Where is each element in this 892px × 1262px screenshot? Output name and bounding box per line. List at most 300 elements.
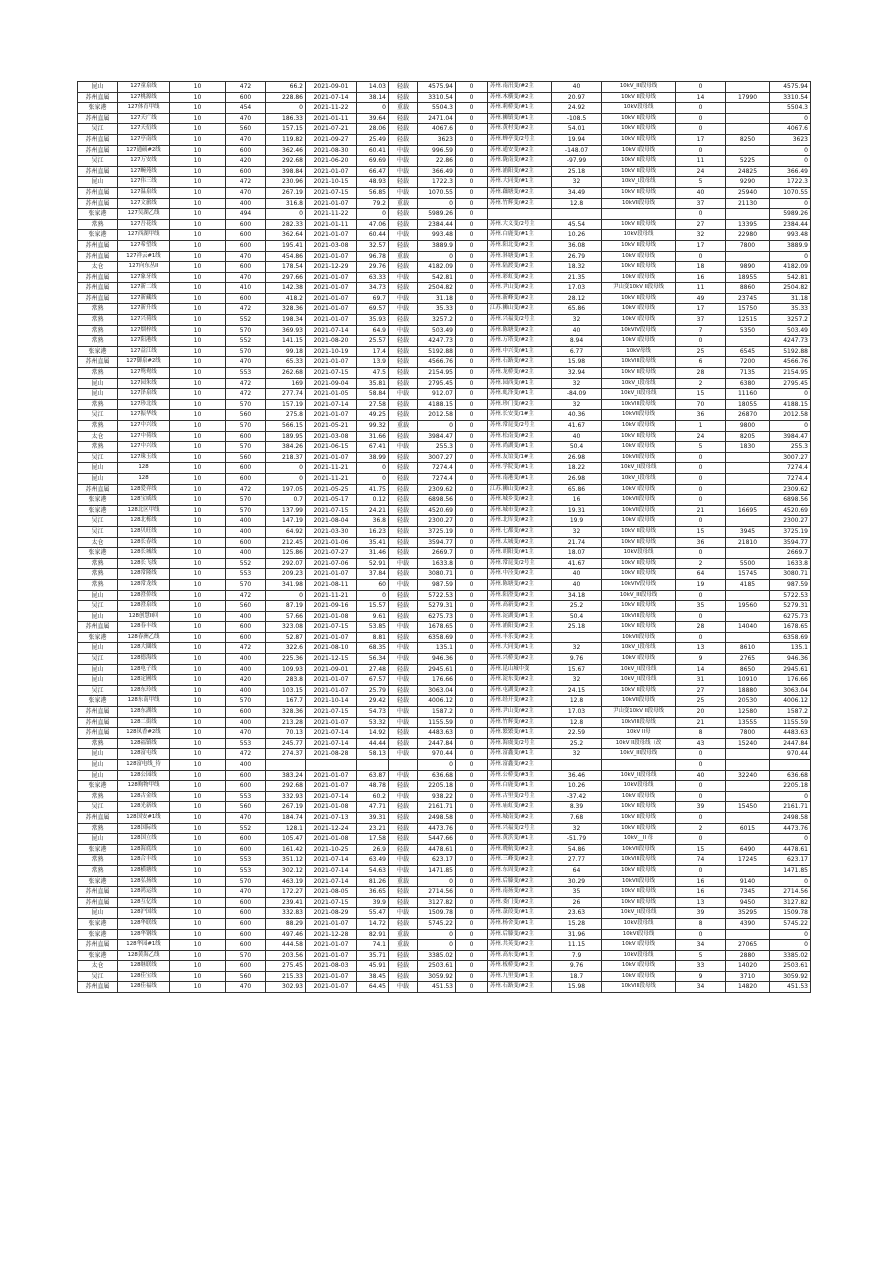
load-rate-cell: 48.93 [357, 177, 389, 188]
zero-cell: 0 [456, 516, 488, 527]
table-row [78, 378, 811, 389]
zero-cell: 0 [456, 770, 488, 781]
available-capacity-cell: 5989.26 [770, 209, 811, 220]
transformer-value-cell: 54.86 [552, 844, 602, 855]
table-row [78, 399, 811, 410]
region-cell: 苏州直属 [78, 198, 118, 209]
voltage-cell: 10 [170, 908, 226, 919]
capacity-cell [726, 336, 770, 347]
table-row [78, 145, 811, 156]
substation-cell: 苏州.古里变/2号主 [488, 791, 552, 802]
zero-cell: 0 [456, 262, 488, 273]
capacity-cell: 17245 [726, 855, 770, 866]
voltage-cell: 10 [170, 823, 226, 834]
date-cell: 2021-12-15 [306, 654, 357, 665]
substation-cell: 苏州.南汛变/#2主 [488, 82, 552, 93]
available-capacity-cell: 4478.61 [770, 844, 811, 855]
region-cell: 常熟 [78, 421, 118, 432]
line-name-cell: 128创慧II回 [118, 611, 170, 622]
voltage-cell: 10 [170, 685, 226, 696]
zero-cell: 0 [456, 717, 488, 728]
transformer-value-cell [552, 209, 602, 220]
count-cell: 0 [676, 463, 726, 474]
load-rate-cell: 25.79 [357, 685, 389, 696]
transformer-value-cell: 18.22 [552, 463, 602, 474]
line-name-cell: 128公园线 [118, 770, 170, 781]
bus-section-cell: 10kV I段母线 [602, 654, 676, 665]
zero-cell: 0 [456, 971, 488, 982]
date-cell: 2021-01-07 [306, 272, 357, 283]
remaining-capacity-cell: 3385.02 [418, 950, 456, 961]
transformer-value-cell: 25.2 [552, 601, 602, 612]
voltage-cell: 10 [170, 526, 226, 537]
remaining-capacity-cell: 5989.26 [418, 209, 456, 220]
line-name-cell: 127天衍线 [118, 124, 170, 135]
table-row [78, 675, 811, 686]
load-status-cell: 轻载 [389, 262, 418, 273]
load-rate-cell: 0 [357, 463, 389, 474]
region-cell: 苏州直属 [78, 187, 118, 198]
date-cell: 2021-01-07 [306, 230, 357, 241]
voltage-cell: 10 [170, 791, 226, 802]
voltage-cell: 10 [170, 113, 226, 124]
voltage-cell: 10 [170, 272, 226, 283]
remaining-capacity-cell: 3007.27 [418, 452, 456, 463]
line-name-cell: 127童泉线 [118, 82, 170, 93]
date-cell: 2021-01-07 [306, 452, 357, 463]
rated-capacity-cell: 470 [226, 187, 266, 198]
capacity-cell: 7135 [726, 368, 770, 379]
line-name-cell: 128佳福线 [118, 982, 170, 993]
remaining-capacity-cell: 4520.69 [418, 505, 456, 516]
transformer-value-cell: 26.98 [552, 452, 602, 463]
zero-cell: 0 [456, 812, 488, 823]
voltage-cell: 10 [170, 622, 226, 633]
current-load-cell: 52.87 [266, 632, 306, 643]
rated-capacity-cell: 600 [226, 293, 266, 304]
remaining-capacity-cell: 1633.8 [418, 558, 456, 569]
substation-cell: 苏州.尹山变/#2主 [488, 283, 552, 294]
rated-capacity-cell: 560 [226, 124, 266, 135]
remaining-capacity-cell: 3063.04 [418, 685, 456, 696]
load-status-cell: 轻载 [389, 781, 418, 792]
count-cell: 0 [676, 209, 726, 220]
capacity-cell: 7800 [726, 240, 770, 251]
substation-cell: 苏州.北厍变/#2主 [488, 516, 552, 527]
zero-cell: 0 [456, 463, 488, 474]
voltage-cell: 10 [170, 378, 226, 389]
current-load-cell: 228.86 [266, 92, 306, 103]
load-rate-cell: 69.57 [357, 304, 389, 315]
substation-cell: 苏州.中兴变/#1主 [488, 346, 552, 357]
table-row [78, 876, 811, 887]
count-cell: 31 [676, 675, 726, 686]
line-name-cell: 128沪国线 [118, 908, 170, 919]
current-load-cell: 316.8 [266, 198, 306, 209]
available-capacity-cell: 503.49 [770, 325, 811, 336]
zero-cell: 0 [456, 134, 488, 145]
load-status-cell: 中载 [389, 304, 418, 315]
zero-cell: 0 [456, 601, 488, 612]
count-cell: 7 [676, 325, 726, 336]
rated-capacity-cell: 600 [226, 707, 266, 718]
zero-cell: 0 [456, 187, 488, 198]
count-cell: 32 [676, 230, 726, 241]
remaining-capacity-cell: 22.86 [418, 156, 456, 167]
available-capacity-cell: 6898.56 [770, 495, 811, 506]
capacity-cell [726, 473, 770, 484]
table-row [78, 368, 811, 379]
count-cell: 18 [676, 262, 726, 273]
available-capacity-cell: 2161.71 [770, 802, 811, 813]
count-cell: 40 [676, 187, 726, 198]
remaining-capacity-cell: 542.81 [418, 272, 456, 283]
available-capacity-cell: 1678.65 [770, 622, 811, 633]
zero-cell: 0 [456, 643, 488, 654]
transformer-value-cell: 15.98 [552, 982, 602, 993]
load-status-cell: 轻载 [389, 495, 418, 506]
available-capacity-cell: 1587.2 [770, 707, 811, 718]
load-status-cell: 轻载 [389, 431, 418, 442]
zero-cell: 0 [456, 738, 488, 749]
table-row [78, 251, 811, 262]
count-cell: 0 [676, 611, 726, 622]
date-cell: 2021-07-15 [306, 897, 357, 908]
rated-capacity-cell: 400 [226, 611, 266, 622]
rated-capacity-cell: 552 [226, 336, 266, 347]
load-rate-cell: 60 [357, 579, 389, 590]
available-capacity-cell: 3007.27 [770, 452, 811, 463]
load-rate-cell: 26.9 [357, 844, 389, 855]
capacity-cell: 7800 [726, 728, 770, 739]
substation-cell: 苏州.陈塘变/#2主 [488, 325, 552, 336]
count-cell: 24 [676, 166, 726, 177]
count-cell: 21 [676, 717, 726, 728]
current-load-cell: 103.15 [266, 685, 306, 696]
line-name-cell: 127新升线 [118, 304, 170, 315]
load-rate-cell: 24.21 [357, 505, 389, 516]
load-rate-cell: 53.85 [357, 622, 389, 633]
line-name-cell: 128华联线 [118, 918, 170, 929]
date-cell: 2021-08-30 [306, 145, 357, 156]
region-cell: 太仓 [78, 431, 118, 442]
load-rate-cell: 45.91 [357, 961, 389, 972]
load-rate-cell: 49.25 [357, 410, 389, 421]
transformer-value-cell: 50.4 [552, 442, 602, 453]
bus-section-cell: 10kVII段母线 [602, 844, 676, 855]
transformer-value-cell: -37.42 [552, 791, 602, 802]
rated-capacity-cell: 472 [226, 389, 266, 400]
line-name-cell: 128鸿运线 [118, 887, 170, 898]
remaining-capacity-cell: 5504.3 [418, 103, 456, 114]
capacity-cell: 15750 [726, 304, 770, 315]
transformer-value-cell: 21.35 [552, 272, 602, 283]
substation-cell: 苏州.斜塘变/#1主 [488, 251, 552, 262]
voltage-cell: 10 [170, 982, 226, 993]
voltage-cell: 10 [170, 293, 226, 304]
line-name-cell: 127文旅线 [118, 198, 170, 209]
voltage-cell: 10 [170, 579, 226, 590]
table-row [78, 325, 811, 336]
substation-cell: 苏州.尹山变/#2主 [488, 707, 552, 718]
current-load-cell: 209.23 [266, 569, 306, 580]
current-load-cell: 109.93 [266, 664, 306, 675]
available-capacity-cell: 4182.09 [770, 262, 811, 273]
remaining-capacity-cell: 5745.22 [418, 918, 456, 929]
substation-cell: 苏州.高东变/#1主 [488, 950, 552, 961]
table-row [78, 590, 811, 601]
zero-cell: 0 [456, 760, 488, 771]
region-cell: 苏州直属 [78, 717, 118, 728]
current-load-cell: 322.6 [266, 643, 306, 654]
date-cell: 2021-03-30 [306, 526, 357, 537]
count-cell: 11 [676, 283, 726, 294]
load-status-cell: 轻载 [389, 315, 418, 326]
line-name-cell: 127希望线 [118, 240, 170, 251]
substation-cell: 苏州.大同变/#1主 [488, 643, 552, 654]
transformer-value-cell: 32 [552, 675, 602, 686]
table-row [78, 685, 811, 696]
substation-cell: 苏州.浦阳变/#2主 [488, 622, 552, 633]
region-cell: 张家港 [78, 209, 118, 220]
available-capacity-cell: 993.48 [770, 230, 811, 241]
load-rate-cell: 56.85 [357, 187, 389, 198]
table-row [78, 346, 811, 357]
current-load-cell: 105.47 [266, 834, 306, 845]
load-status-cell: 轻载 [389, 537, 418, 548]
rated-capacity-cell: 472 [226, 749, 266, 760]
remaining-capacity-cell: 176.66 [418, 675, 456, 686]
remaining-capacity-cell: 4575.94 [418, 82, 456, 93]
rated-capacity-cell: 600 [226, 770, 266, 781]
voltage-cell: 10 [170, 209, 226, 220]
load-rate-cell: 0 [357, 103, 389, 114]
substation-cell: 苏州.繁繁变/#1主 [488, 728, 552, 739]
current-load-cell: 398.84 [266, 166, 306, 177]
remaining-capacity-cell: 4247.73 [418, 336, 456, 347]
available-capacity-cell: 2503.61 [770, 961, 811, 972]
rated-capacity-cell: 552 [226, 823, 266, 834]
current-load-cell: 65.33 [266, 357, 306, 368]
remaining-capacity-cell: 987.59 [418, 579, 456, 590]
capacity-cell [726, 209, 770, 220]
voltage-cell: 10 [170, 950, 226, 961]
bus-section-cell: 10kV I段母线 [602, 421, 676, 432]
voltage-cell: 10 [170, 283, 226, 294]
current-load-cell: 203.56 [266, 950, 306, 961]
load-status-cell: 轻载 [389, 548, 418, 559]
bus-section-cell: 10kV_III段母线 [602, 82, 676, 93]
zero-cell: 0 [456, 622, 488, 633]
line-name-cell: 128华钢线 [118, 929, 170, 940]
date-cell: 2021-01-07 [306, 198, 357, 209]
transformer-value-cell: 8.94 [552, 336, 602, 347]
line-name-cell: 128德海线 [118, 654, 170, 665]
available-capacity-cell [770, 760, 811, 771]
zero-cell: 0 [456, 950, 488, 961]
table-row [78, 749, 811, 760]
remaining-capacity-cell: 938.22 [418, 791, 456, 802]
remaining-capacity-cell: 2205.18 [418, 781, 456, 792]
capacity-cell: 9450 [726, 897, 770, 908]
current-load-cell: 195.41 [266, 240, 306, 251]
available-capacity-cell: 3889.9 [770, 240, 811, 251]
bus-section-cell: 10kV II段母线 [602, 262, 676, 273]
bus-section-cell: 10kV_II段母线 [602, 664, 676, 675]
load-rate-cell: 39.9 [357, 897, 389, 908]
remaining-capacity-cell: 2945.61 [418, 664, 456, 675]
bus-section-cell: 10kVII段母线 [602, 876, 676, 887]
substation-cell: 苏州.竹辉变/#2主 [488, 198, 552, 209]
table-row [78, 971, 811, 982]
load-rate-cell: 96.78 [357, 251, 389, 262]
current-load-cell: 142.38 [266, 283, 306, 294]
date-cell: 2021-07-27 [306, 548, 357, 559]
transformer-value-cell: 27.77 [552, 855, 602, 866]
transformer-value-cell: 32 [552, 315, 602, 326]
substation-cell: 苏州.通安变/#2主 [488, 145, 552, 156]
bus-section-cell: 10kV_I段母线 [602, 643, 676, 654]
remaining-capacity-cell: 4182.09 [418, 262, 456, 273]
region-cell: 苏州直属 [78, 251, 118, 262]
transformer-value-cell: -97.99 [552, 156, 602, 167]
bus-section-cell: 10kV段母线 [602, 103, 676, 114]
count-cell: 6 [676, 357, 726, 368]
load-status-cell: 轻载 [389, 601, 418, 612]
voltage-cell: 10 [170, 749, 226, 760]
line-name-cell: 127兴荷线 [118, 315, 170, 326]
capacity-cell: 3945 [726, 526, 770, 537]
load-status-cell: 轻载 [389, 134, 418, 145]
zero-cell: 0 [456, 918, 488, 929]
voltage-cell: 10 [170, 844, 226, 855]
available-capacity-cell: 1471.85 [770, 865, 811, 876]
voltage-cell: 10 [170, 124, 226, 135]
rated-capacity-cell: 400 [226, 760, 266, 771]
current-load-cell: 418.2 [266, 293, 306, 304]
date-cell: 2021-05-17 [306, 495, 357, 506]
table-row [78, 336, 811, 347]
available-capacity-cell: 3063.04 [770, 685, 811, 696]
region-cell: 苏州直属 [78, 940, 118, 951]
zero-cell: 0 [456, 696, 488, 707]
region-cell: 苏州直属 [78, 283, 118, 294]
substation-cell: 苏州.城市变/#2主 [488, 505, 552, 516]
zero-cell: 0 [456, 198, 488, 209]
date-cell: 2021-07-14 [306, 325, 357, 336]
region-cell: 常熟 [78, 738, 118, 749]
transformer-value-cell: 26.79 [552, 251, 602, 262]
region-cell: 昆山 [78, 378, 118, 389]
count-cell: 0 [676, 749, 726, 760]
load-status-cell: 中载 [389, 187, 418, 198]
substation-cell: 苏州.浦阳变/#2主 [488, 166, 552, 177]
zero-cell: 0 [456, 209, 488, 220]
date-cell: 2021-01-07 [306, 940, 357, 951]
date-cell: 2021-07-15 [306, 707, 357, 718]
transformer-value-cell: 24.15 [552, 685, 602, 696]
region-cell: 苏州直属 [78, 92, 118, 103]
capacity-cell: 15745 [726, 569, 770, 580]
available-capacity-cell: 135.1 [770, 643, 811, 654]
bus-section-cell: 10kV II段母线 [602, 823, 676, 834]
capacity-cell: 14040 [726, 622, 770, 633]
date-cell: 2021-09-04 [306, 378, 357, 389]
count-cell: 0 [676, 760, 726, 771]
count-cell: 2 [676, 823, 726, 834]
count-cell: 0 [676, 865, 726, 876]
capacity-cell [726, 781, 770, 792]
transformer-value-cell: 24.92 [552, 103, 602, 114]
available-capacity-cell: 1070.55 [770, 187, 811, 198]
bus-section-cell: 10kV II段母线（改 [602, 738, 676, 749]
bus-section-cell: 10kVIII段母线 [602, 611, 676, 622]
voltage-cell: 10 [170, 654, 226, 665]
current-load-cell: 125.86 [266, 548, 306, 559]
voltage-cell: 10 [170, 781, 226, 792]
substation-cell: 苏州.海虞变/2号主 [488, 738, 552, 749]
line-name-cell: 128北栎线 [118, 516, 170, 527]
remaining-capacity-cell: 4483.63 [418, 728, 456, 739]
substation-cell: 苏州.兴桥变/#2主 [488, 654, 552, 665]
rated-capacity-cell: 570 [226, 325, 266, 336]
capacity-cell: 8205 [726, 431, 770, 442]
bus-section-cell: 10kV II段母线 [602, 166, 676, 177]
remaining-capacity-cell: 3059.92 [418, 971, 456, 982]
date-cell: 2021-10-19 [306, 346, 357, 357]
bus-section-cell: 10kV II段母线 [602, 124, 676, 135]
rated-capacity-cell: 600 [226, 463, 266, 474]
line-name-cell: 128黄海乙线 [118, 950, 170, 961]
rated-capacity-cell: 600 [226, 473, 266, 484]
capacity-cell [726, 632, 770, 643]
load-status-cell: 轻载 [389, 219, 418, 230]
count-cell: 17 [676, 240, 726, 251]
substation-cell: 苏州.木横变/#2主 [488, 92, 552, 103]
table-row [78, 887, 811, 898]
capacity-cell: 1830 [726, 442, 770, 453]
current-load-cell: 225.36 [266, 654, 306, 665]
capacity-cell [726, 791, 770, 802]
remaining-capacity-cell: 2154.95 [418, 368, 456, 379]
load-rate-cell: 16.23 [357, 526, 389, 537]
rated-capacity-cell: 472 [226, 590, 266, 601]
capacity-cell [726, 611, 770, 622]
bus-section-cell: 10kV_II段母线 [602, 389, 676, 400]
available-capacity-cell: 4483.63 [770, 728, 811, 739]
capacity-cell: 5350 [726, 325, 770, 336]
current-load-cell: 0 [266, 209, 306, 220]
capacity-cell: 14820 [726, 982, 770, 993]
table-row [78, 812, 811, 823]
voltage-cell: 10 [170, 971, 226, 982]
line-name-cell: 128国安#1线 [118, 812, 170, 823]
available-capacity-cell: 4006.12 [770, 696, 811, 707]
load-status-cell: 中载 [389, 643, 418, 654]
region-cell: 常熟 [78, 325, 118, 336]
available-capacity-cell: 3059.92 [770, 971, 811, 982]
substation-cell: 苏州.菉葭变/#1主 [488, 908, 552, 919]
voltage-cell: 10 [170, 516, 226, 527]
substation-cell: 苏州.胡阳变/#1主 [488, 548, 552, 559]
load-status-cell: 轻载 [389, 834, 418, 845]
region-cell: 常熟 [78, 315, 118, 326]
load-status-cell: 轻载 [389, 696, 418, 707]
load-status-cell: 重载 [389, 103, 418, 114]
remaining-capacity-cell: 3080.71 [418, 569, 456, 580]
load-status-cell: 轻载 [389, 177, 418, 188]
transformer-value-cell: 12.8 [552, 717, 602, 728]
